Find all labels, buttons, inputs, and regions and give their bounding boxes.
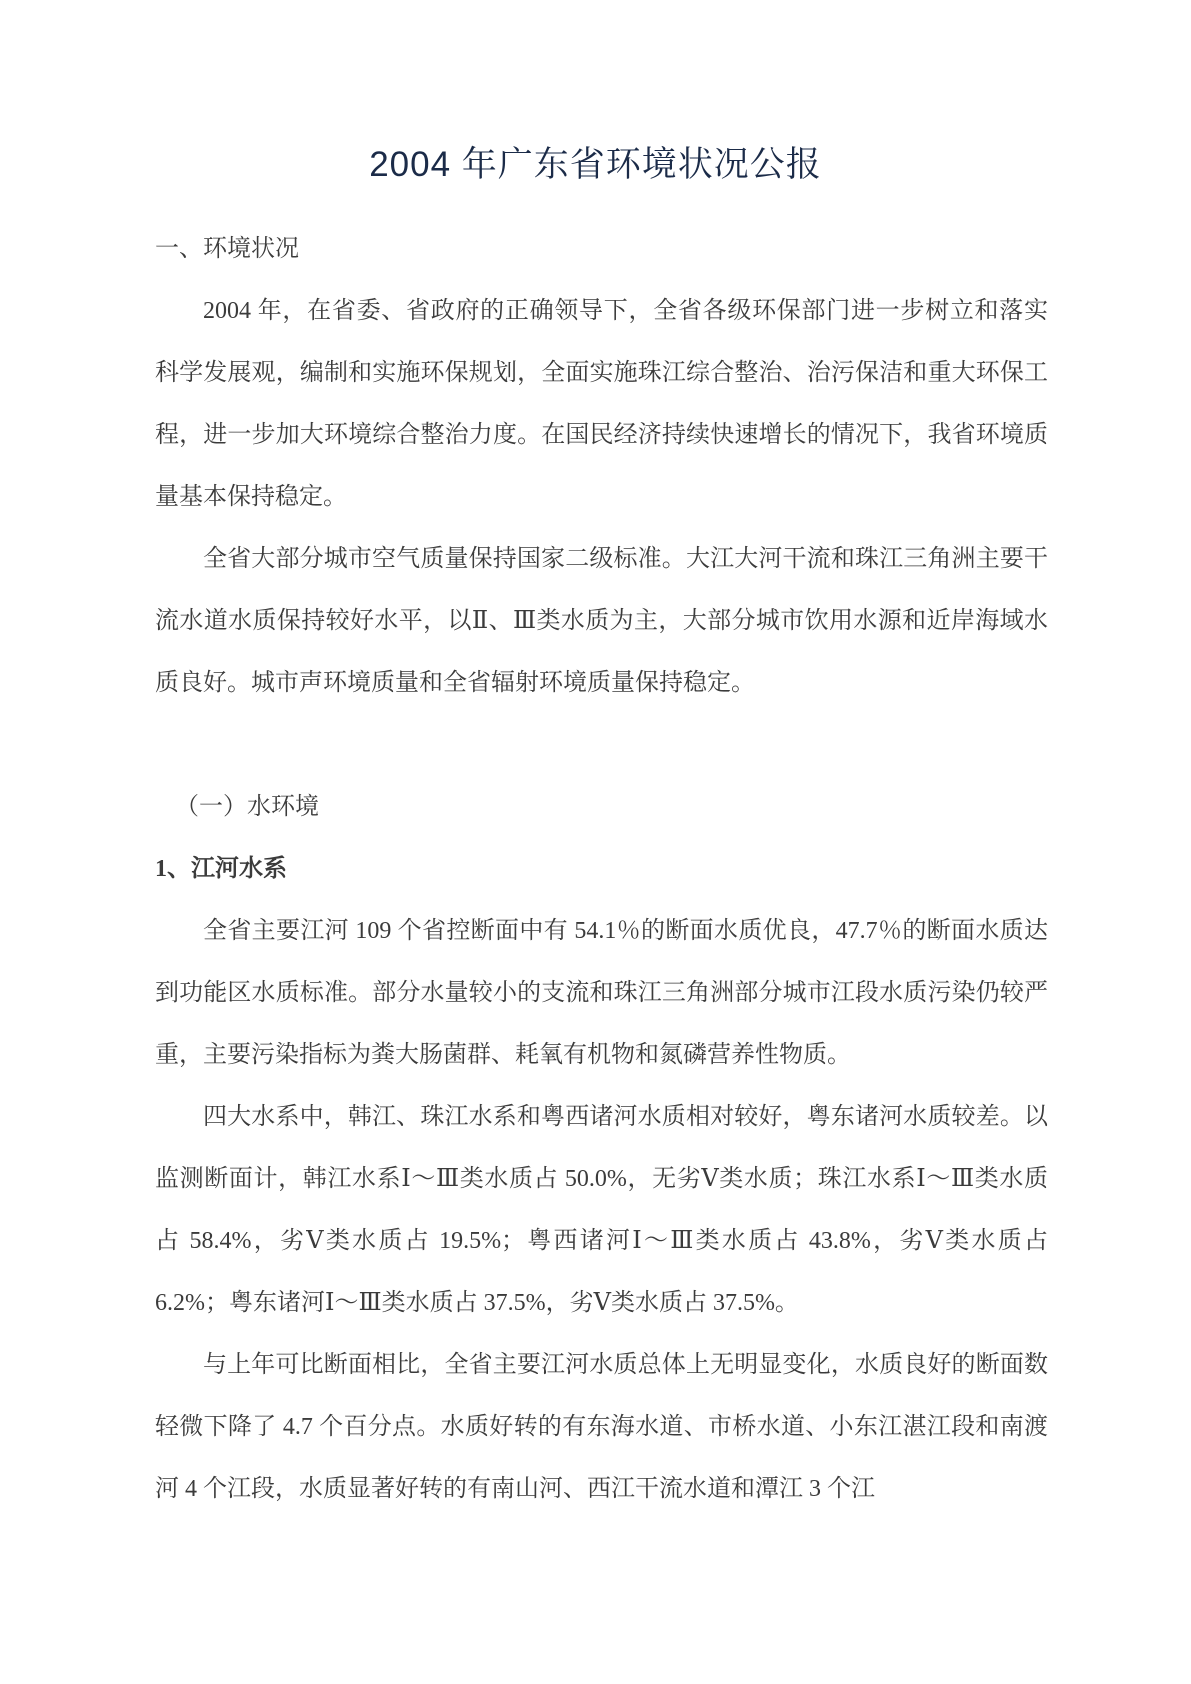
section-heading-environment-status: 一、环境状况	[155, 236, 299, 262]
topic-heading-river-systems: 1、江河水系	[155, 856, 287, 882]
paragraph-river-quality-3: 与上年可比断面相比，全省主要江河水质总体上无明显变化，水质良好的断面数轻微下降了 4.7 个百分点。水质好转的有东海水道、市桥水道、小东江湛江段和南渡河 4 个江段，水质显著好转的有南山河、西江干流水道和潭江 3 个江	[155, 1352, 1048, 1502]
subsection-heading-water-environment: （一）水环境	[175, 794, 319, 820]
document-title: 2004 年广东省环境状况公报	[369, 145, 822, 184]
paragraph-overview-2: 全省大部分城市空气质量保持国家二级标准。大江大河干流和珠江三角洲主要干流水道水质保持较好水平，以Ⅱ、Ⅲ类水质为主，大部分城市饮用水源和近岸海域水质良好。城市声环境质量和全省辐射环境质量保持稳定。	[155, 546, 1048, 696]
document-body	[0, 218, 1191, 1520]
paragraph-river-quality-2: 四大水系中，韩江、珠江水系和粤西诸河水质相对较好，粤东诸河水质较差。以监测断面计，韩江水系Ⅰ～Ⅲ类水质占 50.0%，无劣Ⅴ类水质；珠江水系Ⅰ～Ⅲ类水质占 58.4%，劣Ⅴ类水质占 19.5%；粤西诸河Ⅰ～Ⅲ类水质占 43.8%，劣Ⅴ类水质占 6.2%；粤东诸河Ⅰ～Ⅲ类水质占 37.5%，劣Ⅴ类水质占 37.5%。	[155, 1104, 1048, 1316]
paragraph-overview-1: 2004 年，在省委、省政府的正确领导下，全省各级环保部门进一步树立和落实科学发展观，编制和实施环保规划，全面实施珠江综合整治、治污保洁和重大环保工程，进一步加大环境综合整治力度。在国民经济持续快速增长的情况下，我省环境质量基本保持稳定。	[155, 298, 1048, 510]
paragraph-river-quality-1: 全省主要江河 109 个省控断面中有 54.1％的断面水质优良，47.7％的断面水质达到功能区水质标准。部分水量较小的支流和珠江三角洲部分城市江段水质污染仍较严重，主要污染指标为粪大肠菌群、耗氧有机物和氮磷营养性物质。	[155, 918, 1048, 1068]
